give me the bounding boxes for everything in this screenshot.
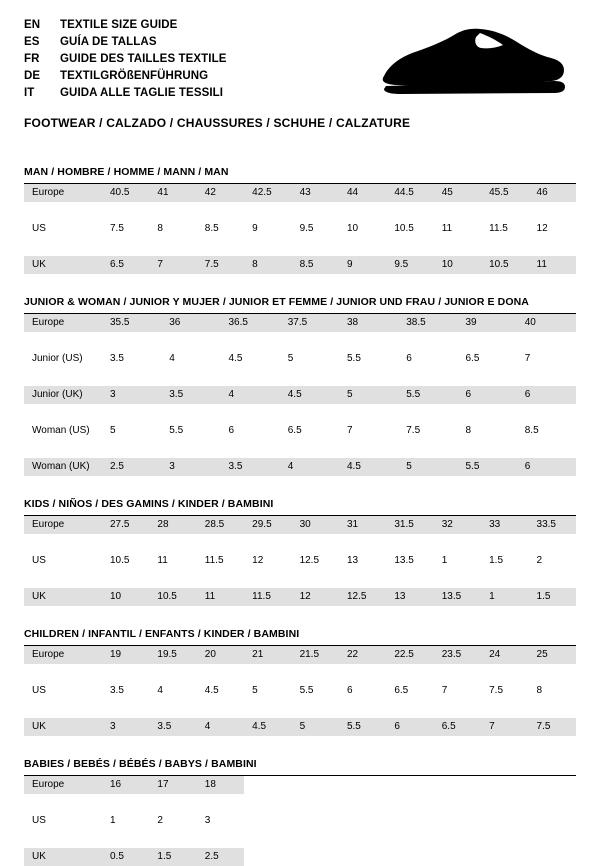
section-babies: [24, 758, 576, 866]
size-cell: 10: [102, 588, 149, 606]
size-cell: 12: [244, 552, 291, 570]
size-cell: 5: [102, 422, 161, 440]
size-cell: 38: [339, 314, 398, 332]
row-spacer: [24, 700, 576, 718]
table-row: [24, 812, 576, 830]
size-cell: 4.5: [244, 718, 291, 736]
size-cell: 1: [102, 812, 149, 830]
size-cell: 4.5: [339, 458, 398, 476]
size-cell: 36.5: [221, 314, 280, 332]
row-spacer-cell: [24, 700, 576, 718]
size-cell: 8.5: [292, 256, 339, 274]
size-cell: 3.5: [102, 350, 161, 368]
size-cell: 6: [517, 458, 576, 476]
size-cell: 35.5: [102, 314, 161, 332]
size-cell: 11: [529, 256, 576, 274]
size-cell: 5.5: [458, 458, 517, 476]
size-cell: 5.5: [339, 718, 386, 736]
row-label: Junior (US): [24, 350, 102, 368]
table-row: [24, 350, 576, 368]
row-spacer-cell: [24, 368, 576, 386]
size-cell: 33.5: [529, 516, 576, 534]
size-cell: 13: [339, 552, 386, 570]
size-cell: 32: [434, 516, 481, 534]
size-cell: 44: [339, 184, 386, 202]
size-cell: 10.5: [481, 256, 528, 274]
language-row: [24, 52, 227, 67]
size-cell: [292, 812, 339, 830]
size-cell: 12: [529, 220, 576, 238]
size-cell: 30: [292, 516, 339, 534]
size-cell: 19.5: [149, 646, 196, 664]
row-spacer: [24, 534, 576, 552]
size-cell: 6: [221, 422, 280, 440]
table-row: [24, 776, 576, 794]
size-cell: 5: [339, 386, 398, 404]
size-cell: 25: [529, 646, 576, 664]
row-spacer-cell: [24, 440, 576, 458]
language-row: [24, 86, 227, 101]
size-cell: 4.5: [197, 682, 244, 700]
size-cell: 41: [149, 184, 196, 202]
size-cell: 1: [481, 588, 528, 606]
size-cell: 7.5: [481, 682, 528, 700]
size-cell: 9: [244, 220, 291, 238]
row-spacer: [24, 238, 576, 256]
size-cell: 8: [244, 256, 291, 274]
size-cell: 2.5: [197, 848, 244, 866]
size-cell: 5.5: [339, 350, 398, 368]
size-cell: 4: [149, 682, 196, 700]
size-cell: 7.5: [529, 718, 576, 736]
table-row: [24, 588, 576, 606]
row-spacer-cell: [24, 664, 576, 682]
row-spacer-cell: [24, 332, 576, 350]
row-label: UK: [24, 718, 102, 736]
language-code: FR: [24, 53, 40, 65]
language-code: DE: [24, 70, 41, 82]
size-cell: 6: [458, 386, 517, 404]
size-cell: 10.5: [386, 220, 433, 238]
size-cell: 5.5: [161, 422, 220, 440]
row-spacer: [24, 332, 576, 350]
table-row: [24, 184, 576, 202]
language-title: GUÍA DE TALLAS: [60, 36, 157, 48]
row-label: Junior (UK): [24, 386, 102, 404]
size-cell: 7.5: [102, 220, 149, 238]
size-cell: 6: [386, 718, 433, 736]
size-cell: 42.5: [244, 184, 291, 202]
size-cell: 7: [481, 718, 528, 736]
language-row: [24, 35, 227, 50]
size-cell: 3.5: [102, 682, 149, 700]
size-cell: [244, 848, 291, 866]
row-label: Europe: [24, 184, 102, 202]
size-table-babies: [24, 776, 576, 866]
row-spacer: [24, 440, 576, 458]
size-cell: 21: [244, 646, 291, 664]
size-cell: [481, 812, 528, 830]
size-cell: 4: [221, 386, 280, 404]
size-cell: 4: [161, 350, 220, 368]
language-title: GUIDA ALLE TAGLIE TESSILI: [60, 87, 224, 99]
size-cell: [529, 848, 576, 866]
row-spacer: [24, 404, 576, 422]
row-spacer-cell: [24, 404, 576, 422]
row-spacer: [24, 202, 576, 220]
size-cell: 7.5: [398, 422, 457, 440]
size-table-man: [24, 184, 576, 274]
size-cell: 6.5: [434, 718, 481, 736]
size-cell: 13: [386, 588, 433, 606]
size-cell: 11: [197, 588, 244, 606]
language-code: ES: [24, 36, 40, 48]
size-cell: 31.5: [386, 516, 433, 534]
size-cell: 31: [339, 516, 386, 534]
row-spacer-cell: [24, 238, 576, 256]
size-cell: 1.5: [529, 588, 576, 606]
size-cell: 45: [434, 184, 481, 202]
size-cell: 36: [161, 314, 220, 332]
size-cell: 10: [339, 220, 386, 238]
row-spacer: [24, 794, 576, 812]
size-cell: 10.5: [102, 552, 149, 570]
size-table-kids: [24, 516, 576, 606]
size-cell: 6.5: [386, 682, 433, 700]
size-cell: 6.5: [458, 350, 517, 368]
size-cell: 11.5: [481, 220, 528, 238]
size-cell: 3.5: [221, 458, 280, 476]
size-cell: 10.5: [149, 588, 196, 606]
language-row: [24, 18, 227, 33]
size-cell: 3: [197, 812, 244, 830]
size-cell: 2.5: [102, 458, 161, 476]
table-row: [24, 516, 576, 534]
size-cell: 1: [434, 552, 481, 570]
size-cell: [481, 848, 528, 866]
table-row: [24, 718, 576, 736]
table-row: [24, 422, 576, 440]
size-cell: 42: [197, 184, 244, 202]
size-cell: 27.5: [102, 516, 149, 534]
size-cell: 37.5: [280, 314, 339, 332]
size-cell: 1.5: [149, 848, 196, 866]
section-title: BABIES / BEBÉS / BÉBÉS / BABYS / BAMBINI: [24, 758, 576, 776]
size-cell: 17: [149, 776, 196, 794]
size-cell: 9: [339, 256, 386, 274]
row-spacer: [24, 664, 576, 682]
size-cell: 8: [458, 422, 517, 440]
size-cell: 0.5: [102, 848, 149, 866]
row-label: US: [24, 552, 102, 570]
section-children: [24, 628, 576, 736]
size-cell: 5: [398, 458, 457, 476]
row-label: Woman (UK): [24, 458, 102, 476]
size-cell: 9.5: [292, 220, 339, 238]
table-row: [24, 220, 576, 238]
size-cell: [434, 776, 481, 794]
size-cell: 6: [339, 682, 386, 700]
size-cell: 21.5: [292, 646, 339, 664]
language-code: IT: [24, 87, 35, 99]
size-cell: 10: [434, 256, 481, 274]
size-cell: 5: [244, 682, 291, 700]
section-title: KIDS / NIÑOS / DES GAMINS / KINDER / BAMBINI: [24, 498, 576, 516]
size-cell: 7: [517, 350, 576, 368]
size-cell: 12.5: [339, 588, 386, 606]
size-cell: 43: [292, 184, 339, 202]
size-cell: 11.5: [197, 552, 244, 570]
size-cell: 6.5: [280, 422, 339, 440]
table-row: [24, 386, 576, 404]
language-code: EN: [24, 19, 41, 31]
size-cell: [529, 776, 576, 794]
row-label: Woman (US): [24, 422, 102, 440]
size-cell: 4.5: [221, 350, 280, 368]
size-cell: [481, 776, 528, 794]
size-cell: [244, 776, 291, 794]
language-title: TEXTILGRÖßENFÜHRUNG: [60, 70, 209, 82]
size-cell: [292, 848, 339, 866]
size-cell: 7.5: [197, 256, 244, 274]
size-cell: 23.5: [434, 646, 481, 664]
section-title: MAN / HOMBRE / HOMME / MANN / MAN: [24, 166, 576, 184]
size-table-children: [24, 646, 576, 736]
header: [24, 18, 576, 102]
size-cell: 3: [161, 458, 220, 476]
row-spacer-cell: [24, 534, 576, 552]
size-cell: 3: [102, 718, 149, 736]
row-spacer: [24, 368, 576, 386]
row-spacer: [24, 830, 576, 848]
size-cell: 22: [339, 646, 386, 664]
table-row: [24, 256, 576, 274]
row-label: Europe: [24, 776, 102, 794]
size-cell: 46: [529, 184, 576, 202]
row-spacer-cell: [24, 794, 576, 812]
row-spacer-cell: [24, 830, 576, 848]
size-cell: [529, 812, 576, 830]
sections-container: [24, 166, 576, 866]
size-cell: 8: [529, 682, 576, 700]
size-cell: [292, 776, 339, 794]
size-cell: [386, 848, 433, 866]
size-cell: [339, 848, 386, 866]
size-cell: 6.5: [102, 256, 149, 274]
language-row: [24, 69, 227, 84]
table-row: [24, 682, 576, 700]
section-kids: [24, 498, 576, 606]
size-cell: 45.5: [481, 184, 528, 202]
dress-shoe-icon: [376, 24, 566, 102]
size-cell: [386, 776, 433, 794]
size-cell: [339, 812, 386, 830]
row-label: UK: [24, 588, 102, 606]
size-cell: 44.5: [386, 184, 433, 202]
row-spacer: [24, 570, 576, 588]
size-cell: 13.5: [386, 552, 433, 570]
table-row: [24, 646, 576, 664]
size-cell: 40.5: [102, 184, 149, 202]
size-cell: 5: [280, 350, 339, 368]
size-cell: 18: [197, 776, 244, 794]
size-cell: 4: [280, 458, 339, 476]
size-cell: 8.5: [197, 220, 244, 238]
size-cell: 28: [149, 516, 196, 534]
row-label: US: [24, 220, 102, 238]
row-spacer-cell: [24, 202, 576, 220]
size-cell: 8.5: [517, 422, 576, 440]
size-cell: 3.5: [161, 386, 220, 404]
size-cell: [386, 812, 433, 830]
language-title: GUIDE DES TAILLES TEXTILE: [60, 53, 227, 65]
size-cell: 19: [102, 646, 149, 664]
table-row: [24, 314, 576, 332]
row-label: UK: [24, 848, 102, 866]
size-cell: 12.5: [292, 552, 339, 570]
size-table-junior-woman: [24, 314, 576, 476]
section-junior-woman: [24, 296, 576, 476]
row-label: UK: [24, 256, 102, 274]
row-label: Europe: [24, 314, 102, 332]
size-cell: [434, 848, 481, 866]
size-cell: 20: [197, 646, 244, 664]
table-row: [24, 552, 576, 570]
section-title: CHILDREN / INFANTIL / ENFANTS / KINDER / BAMBINI: [24, 628, 576, 646]
size-cell: 3.5: [149, 718, 196, 736]
size-cell: 8: [149, 220, 196, 238]
size-cell: 13.5: [434, 588, 481, 606]
size-cell: 39: [458, 314, 517, 332]
size-cell: 40: [517, 314, 576, 332]
table-row: [24, 848, 576, 866]
size-cell: 7: [149, 256, 196, 274]
row-label: Europe: [24, 516, 102, 534]
size-cell: 4.5: [280, 386, 339, 404]
size-cell: 38.5: [398, 314, 457, 332]
size-cell: 16: [102, 776, 149, 794]
size-cell: 2: [149, 812, 196, 830]
size-cell: 12: [292, 588, 339, 606]
size-cell: 22.5: [386, 646, 433, 664]
size-cell: 6: [398, 350, 457, 368]
size-cell: 11: [434, 220, 481, 238]
size-cell: 3: [102, 386, 161, 404]
size-cell: 5.5: [292, 682, 339, 700]
size-cell: 29.5: [244, 516, 291, 534]
size-cell: 6: [517, 386, 576, 404]
row-label: US: [24, 812, 102, 830]
size-cell: 33: [481, 516, 528, 534]
size-cell: 5.5: [398, 386, 457, 404]
size-cell: [244, 812, 291, 830]
size-cell: [434, 812, 481, 830]
language-title: TEXTILE SIZE GUIDE: [60, 19, 178, 31]
section-man: [24, 166, 576, 274]
size-cell: 11: [149, 552, 196, 570]
row-label: Europe: [24, 646, 102, 664]
row-label: US: [24, 682, 102, 700]
size-cell: 4: [197, 718, 244, 736]
size-cell: 24: [481, 646, 528, 664]
size-cell: 1.5: [481, 552, 528, 570]
size-cell: 7: [434, 682, 481, 700]
size-cell: 9.5: [386, 256, 433, 274]
section-title: JUNIOR & WOMAN / JUNIOR Y MUJER / JUNIOR ET FEMME / JUNIOR UND FRAU / JUNIOR E DONA: [24, 296, 576, 314]
size-cell: [339, 776, 386, 794]
size-cell: 5: [292, 718, 339, 736]
size-cell: 7: [339, 422, 398, 440]
size-cell: 28.5: [197, 516, 244, 534]
table-row: [24, 458, 576, 476]
size-cell: 11.5: [244, 588, 291, 606]
footwear-title: FOOTWEAR / CALZADO / CHAUSSURES / SCHUHE / CALZATURE: [24, 116, 411, 130]
language-title-list: [24, 18, 227, 101]
size-cell: 2: [529, 552, 576, 570]
row-spacer-cell: [24, 570, 576, 588]
